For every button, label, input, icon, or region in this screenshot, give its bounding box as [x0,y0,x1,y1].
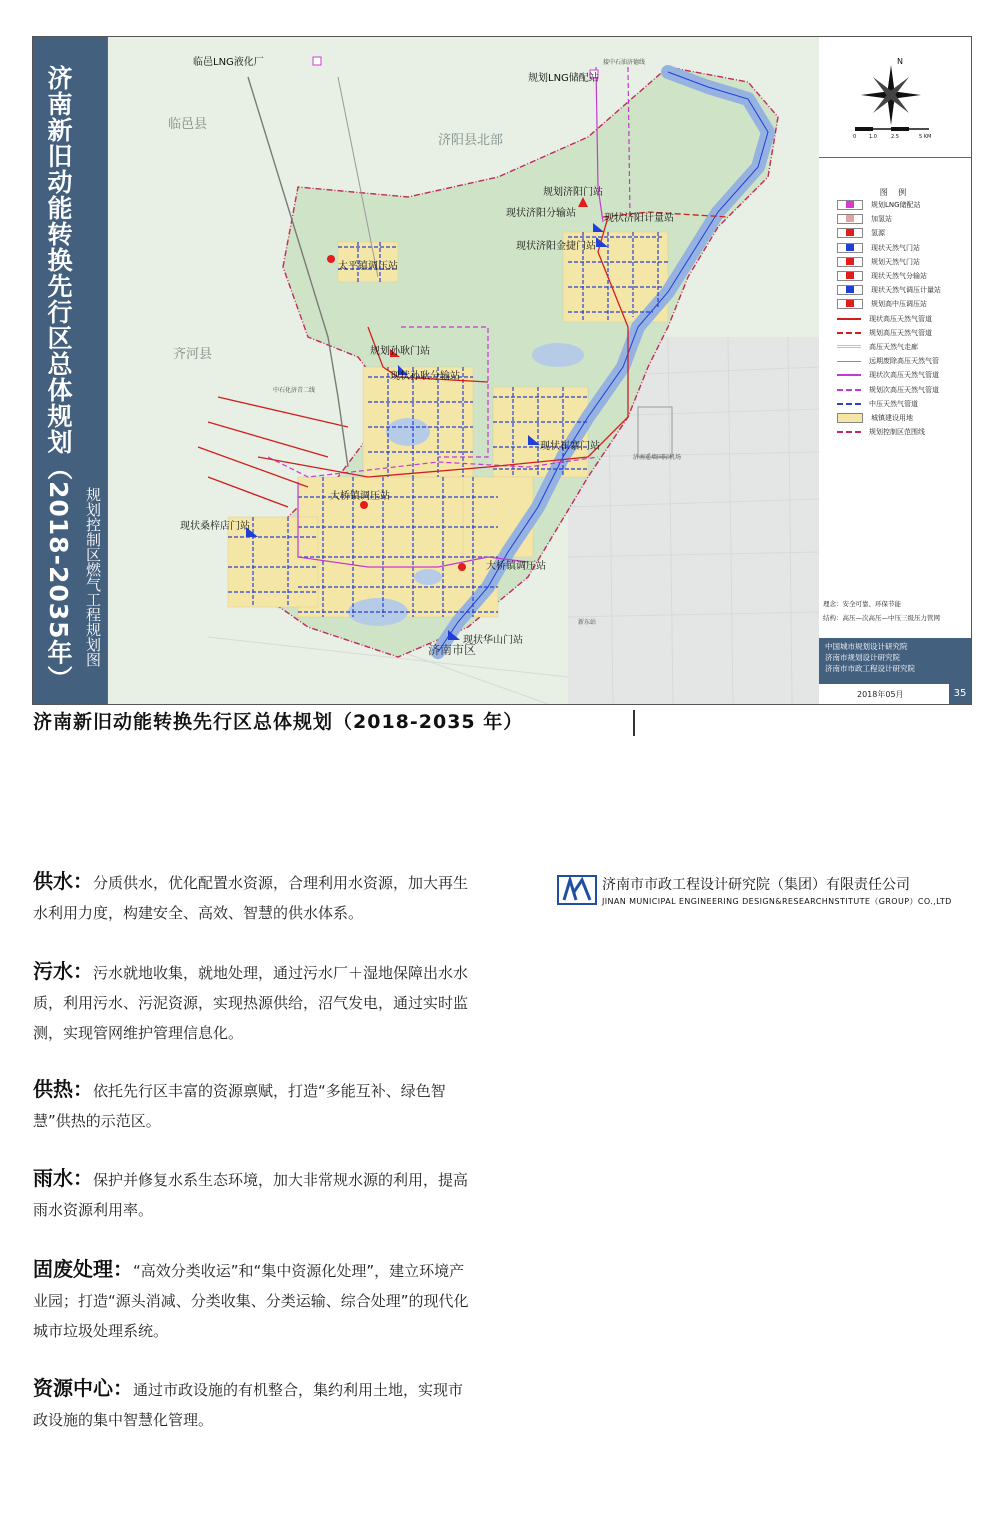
map-date: 2018年05月 [857,690,904,699]
legend-list [819,198,971,439]
section-term: 雨水： [33,1166,93,1190]
legend-item [819,226,971,240]
legend-label: 规划高中压调压站 [871,300,927,309]
structure-text: 结构：高压—次高压—中压三级压力管网 [823,614,940,622]
legend-swatch-icon [837,243,863,253]
section-solid-waste [33,1254,473,1346]
legend [819,157,971,597]
map-vertical-title: 济南新旧动能转换先行区总体规划（2018-2035年） [44,65,73,692]
legend-swatch-icon [837,413,863,423]
legend-item [819,198,971,212]
legend-item [819,411,971,425]
section-text: 污水就地收集，就地处理，通过污水厂＋湿地保障出水水质，利用污水、污泥资源，实现热源供给，沼气发电，通过实时监测，实现管网维护管理信息化。 [33,964,469,1042]
section-heating [33,1074,473,1136]
legend-item [819,368,971,382]
legend-label: 规划控制区范围线 [869,428,925,437]
legend-item [819,212,971,226]
legend-label: 规划天然气门站 [871,257,920,266]
legend-title: 图 例 [879,188,911,197]
page-title: 济南新旧动能转换先行区总体规划（2018-2035 年） [33,711,524,733]
text-cursor [633,710,635,736]
legend-item [819,397,971,411]
legend-label: 规划LNG储配站 [871,201,921,210]
legend-item [819,340,971,354]
legend-label: 现状次高压天然气管道 [869,371,939,380]
legend-swatch-icon [837,332,861,334]
institute-1: 中国城市规划设计研究院 [825,642,908,651]
legend-label: 加氢站 [871,215,892,224]
institute-3: 济南市市政工程设计研究院 [825,664,915,673]
legend-item [819,354,971,368]
compass-north-label: N [897,57,903,66]
gas-plan-map [107,37,821,704]
section-text: 依托先行区丰富的资源禀赋，打造“多能互补、绿色智慧”供热的示范区。 [33,1082,446,1130]
section-term: 资源中心： [33,1376,133,1400]
section-rainwater [33,1163,473,1225]
legend-label: 现状天然气门站 [871,243,920,252]
map-sheet [32,36,972,705]
label-jiyang-meter: 现状济阳计量站 [604,213,674,224]
legend-item [819,326,971,340]
legend-label: 现状高压天然气管道 [869,314,932,323]
legend-label: 远期废除高压天然气管 [869,357,939,366]
label-daqiao-station: 大桥镇调压站 [330,491,390,502]
label-planned-lng-store: 规划LNG储配站 [528,73,599,84]
legend-item [819,425,971,439]
legend-swatch-icon [837,285,863,295]
label-linyi-lng: 临邑LNG液化厂 [193,57,264,68]
label-jiyang-north: 济阳县北部 [438,133,504,148]
compass-block [819,37,971,158]
label-jiyang-distrib: 现状济阳分输站 [506,208,576,219]
legend-swatch-icon [837,228,863,238]
label-sangzidian-gate: 现状桑梓店门站 [180,521,250,532]
legend-item [819,269,971,283]
legend-item [819,382,971,396]
section-term: 供热： [33,1077,93,1101]
company-logo-icon [556,870,598,910]
scale-tick-3: 5 KM [919,134,932,140]
section-term: 供水： [33,869,93,893]
principle-text: 理念：安全可靠、环保节能 [823,600,901,608]
label-linyi-county: 临邑县 [168,117,208,132]
label-daqiao-reg2: 大桥镇调压站 [486,561,546,572]
legend-label: 高压天然气走廊 [869,342,918,351]
company-name-cn: 济南市市政工程设计研究院（集团）有限责任公司 [602,877,910,893]
map-vertical-subtitle: 规划控制区燃气工程规划图 [84,487,102,667]
page-number: 35 [949,684,971,704]
legend-item [819,312,971,326]
legend-label: 中压天然气管道 [869,399,918,408]
date-row [819,684,971,704]
legend-swatch-icon [837,403,861,405]
label-sungeng-distrib: 现状孙耿分输站 [390,371,460,382]
legend-item [819,241,971,255]
section-sewage [33,956,473,1048]
label-huashan-gate: 现状华山门站 [463,635,523,646]
principle-block [823,597,940,625]
company-name-en: JINAN MUNICIPAL ENGINEERING DESIGN&RESEARCHNSTITUTE（GROUP）CO.,LTD [602,897,952,906]
label-sungeng-gate: 规划孙耿门站 [370,346,430,357]
label-sinopec-line: 中石化济青二线 [273,387,316,394]
label-airport: 济南遥墙国际机场 [633,454,682,461]
scale-tick-1: 1.0 [869,134,877,140]
section-text: 分质供水，优化配置水资源，合理利用水资源，加大再生水利用力度，构建安全、高效、智慧的供水体系。 [33,874,469,922]
legend-swatch-icon [837,318,861,320]
legend-swatch-icon [837,271,863,281]
label-cuizhai-gate: 现状崔寨门站 [540,441,600,452]
title-band [33,37,107,704]
section-term: 固废处理： [33,1257,133,1281]
label-jiyang-gate: 规划济阳门站 [543,187,603,198]
label-jinan-line: 接中石油济德线 [603,59,646,66]
legend-item [819,283,971,297]
legend-swatch-icon [837,299,863,309]
legend-swatch-icon [837,431,861,433]
section-text: “高效分类收运”和“集中资源化处理”，建立环境产 业园；打造“源头消减、分类收集、分类运输、综合处理”的现代化城市垃圾处理系统。 [33,1262,469,1340]
legend-swatch-icon [837,361,861,362]
legend-item [819,255,971,269]
section-water-supply [33,866,473,928]
section-term: 污水： [33,959,93,983]
legend-swatch-icon [837,345,861,348]
section-resource-center [33,1373,473,1435]
scale-tick-2: 2.5 [891,134,899,140]
section-text: 通过市政设施的有机整合，集约利用土地，实现市政设施的集中智慧化管理。 [33,1381,464,1429]
label-xinzhou: 新东站 [578,619,597,626]
legend-item [819,297,971,311]
legend-label: 规划高压天然气管道 [869,328,932,337]
legend-swatch-icon [837,200,863,210]
legend-swatch-icon [837,389,861,391]
label-taiping: 太平镇调压站 [338,261,398,272]
legend-label: 现状天然气分输站 [871,272,927,281]
legend-label: 城镇建设用地 [871,413,913,422]
legend-label: 氢源 [871,229,885,238]
company-logo-block [556,870,976,910]
label-jinan-city: 济南市区 [428,643,477,657]
label-jinjie-gate: 现状济阳金捷门站 [516,241,596,252]
scale-tick-0: 0 [853,134,857,140]
legend-swatch-icon [837,374,861,376]
label-qihe-county: 齐河县 [173,347,213,362]
legend-label: 现状天然气调压计量站 [871,286,941,295]
legend-swatch-icon [837,214,863,224]
institute-2: 济南市规划设计研究院 [825,653,900,662]
legend-swatch-icon [837,257,863,267]
legend-label: 规划次高压天然气管道 [869,385,939,394]
legend-column [819,37,971,704]
institutes-block [819,638,971,684]
section-text: 保护并修复水系生态环境，加大非常规水源的利用，提高雨水资源利用率。 [33,1171,469,1219]
